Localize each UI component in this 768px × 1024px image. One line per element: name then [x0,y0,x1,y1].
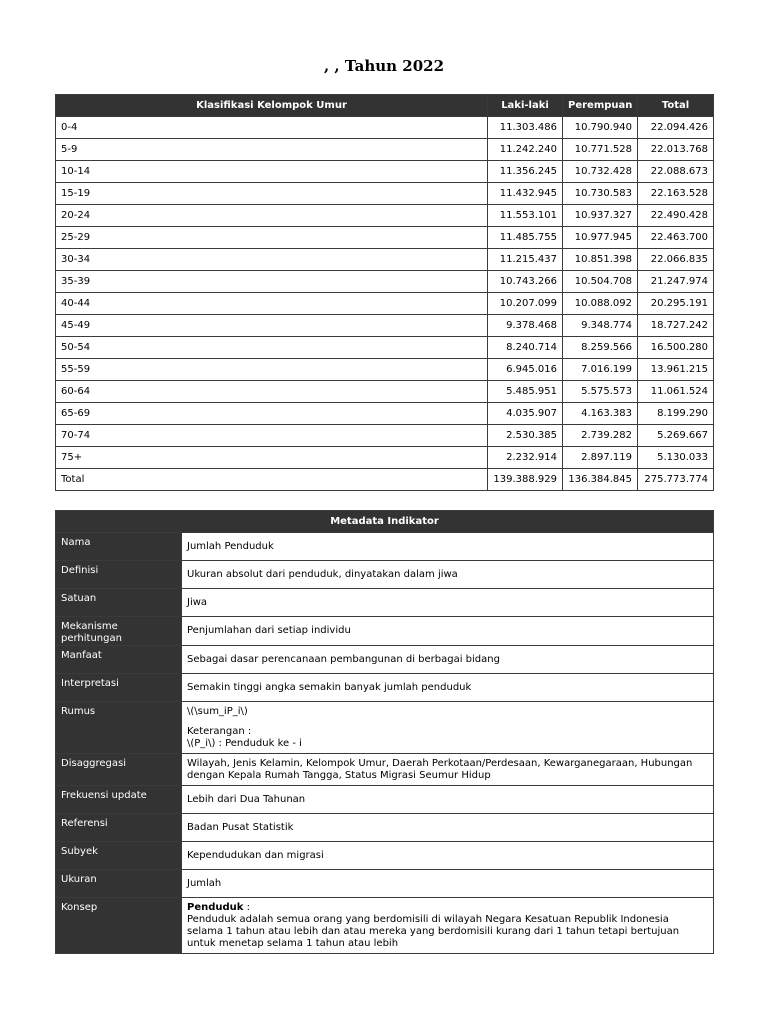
table-row [56,249,714,271]
metadata-value: Badan Pusat Statistik [182,814,714,842]
age-group-cell: 15-19 [56,183,488,205]
total-cell: 22.094.426 [638,117,714,139]
metadata-row-mekanisme [56,617,714,646]
metadata-value [182,898,714,954]
total-cell: 22.066.835 [638,249,714,271]
metadata-row-referensi [56,814,714,842]
total-cell: 21.247.974 [638,271,714,293]
female-cell: 4.163.383 [563,403,638,425]
metadata-label: Subyek [56,842,182,870]
header-total: Total [638,95,714,117]
table-row [56,271,714,293]
table-row [56,183,714,205]
female-cell: 10.504.708 [563,271,638,293]
metadata-label: Rumus [56,702,182,754]
table-row [56,425,714,447]
total-cell: 18.727.242 [638,315,714,337]
metadata-row-ukuran [56,870,714,898]
table-row [56,205,714,227]
table-row [56,315,714,337]
age-group-cell: 10-14 [56,161,488,183]
male-cell: 11.356.245 [488,161,563,183]
age-group-cell: 40-44 [56,293,488,315]
metadata-label: Konsep [56,898,182,954]
age-group-cell: Total [56,469,488,491]
metadata-heading: Metadata Indikator [56,511,714,533]
female-cell: 9.348.774 [563,315,638,337]
female-cell: 8.259.566 [563,337,638,359]
age-group-cell: 55-59 [56,359,488,381]
total-cell: 22.163.528 [638,183,714,205]
total-cell: 275.773.774 [638,469,714,491]
female-cell: 10.937.327 [563,205,638,227]
metadata-value: Ukuran absolut dari penduduk, dinyatakan dalam jiwa [182,561,714,589]
age-group-cell: 25-29 [56,227,488,249]
metadata-table [55,510,714,954]
total-cell: 22.490.428 [638,205,714,227]
metadata-label: Disaggregasi [56,754,182,786]
male-cell: 11.242.240 [488,139,563,161]
age-group-cell: 75+ [56,447,488,469]
total-cell: 5.269.667 [638,425,714,447]
age-group-cell: 50-54 [56,337,488,359]
konsep-text: Penduduk adalah semua orang yang berdomisili di wilayah Negara Kesatuan Republik Indonesia selama 1 tahun atau lebih dan atau mereka yang berdomisili kurang dari 1 tahun tetapi bertujuan untuk menetap selama 1 tahun atau lebih [187,914,680,949]
female-cell: 10.977.945 [563,227,638,249]
metadata-label: Nama [56,533,182,561]
male-cell: 11.553.101 [488,205,563,227]
age-group-cell: 5-9 [56,139,488,161]
metadata-value: Semakin tinggi angka semakin banyak jumlah penduduk [182,674,714,702]
metadata-row-subyek [56,842,714,870]
metadata-value: Kependudukan dan migrasi [182,842,714,870]
metadata-row-frekuensi [56,786,714,814]
metadata-value: Jumlah [182,870,714,898]
header-age-group: Klasifikasi Kelompok Umur [56,95,488,117]
formula-text: \(\sum_iP_i\) [187,706,248,717]
total-cell: 22.088.673 [638,161,714,183]
konsep-term-suffix: : [243,902,250,913]
male-cell: 9.378.468 [488,315,563,337]
metadata-label: Satuan [56,589,182,617]
metadata-label: Mekanisme perhitungan [56,617,182,646]
male-cell: 11.432.945 [488,183,563,205]
male-cell: 6.945.016 [488,359,563,381]
female-cell: 136.384.845 [563,469,638,491]
male-cell: 2.530.385 [488,425,563,447]
table-row [56,447,714,469]
female-cell: 10.732.428 [563,161,638,183]
table-row [56,161,714,183]
age-group-cell: 70-74 [56,425,488,447]
male-cell: 139.388.929 [488,469,563,491]
metadata-label: Ukuran [56,870,182,898]
metadata-row-nama [56,533,714,561]
female-cell: 10.771.528 [563,139,638,161]
female-cell: 10.088.092 [563,293,638,315]
male-cell: 11.303.486 [488,117,563,139]
male-cell: 5.485.951 [488,381,563,403]
total-cell: 22.463.700 [638,227,714,249]
table-row [56,139,714,161]
metadata-row-manfaat [56,646,714,674]
metadata-row-disaggregasi [56,754,714,786]
metadata-value: Jumlah Penduduk [182,533,714,561]
age-group-cell: 45-49 [56,315,488,337]
total-cell: 16.500.280 [638,337,714,359]
male-cell: 8.240.714 [488,337,563,359]
male-cell: 4.035.907 [488,403,563,425]
total-cell: 22.013.768 [638,139,714,161]
total-cell: 8.199.290 [638,403,714,425]
metadata-value [182,702,714,754]
female-cell: 5.575.573 [563,381,638,403]
metadata-value: Jiwa [182,589,714,617]
male-cell: 10.207.099 [488,293,563,315]
metadata-header-row [56,511,714,533]
age-group-cell: 65-69 [56,403,488,425]
metadata-row-satuan [56,589,714,617]
female-cell: 7.016.199 [563,359,638,381]
page-title: , , Tahun 2022 [323,57,445,75]
keterangan-value: \(P_i\) : Penduduk ke - i [187,738,302,749]
table-row [56,227,714,249]
total-cell: 11.061.524 [638,381,714,403]
total-cell: 13.961.215 [638,359,714,381]
table-row [56,469,714,491]
table-row [56,293,714,315]
metadata-row-definisi [56,561,714,589]
table-header-row [56,95,714,117]
table-row [56,337,714,359]
age-group-cell: 30-34 [56,249,488,271]
age-group-cell: 20-24 [56,205,488,227]
population-table [55,94,714,491]
female-cell: 10.851.398 [563,249,638,271]
metadata-value: Lebih dari Dua Tahunan [182,786,714,814]
metadata-row-konsep [56,898,714,954]
total-cell: 5.130.033 [638,447,714,469]
metadata-label: Definisi [56,561,182,589]
male-cell: 11.215.437 [488,249,563,271]
metadata-value: Sebagai dasar perencanaan pembangunan di berbagai bidang [182,646,714,674]
male-cell: 11.485.755 [488,227,563,249]
metadata-label: Referensi [56,814,182,842]
age-group-cell: 35-39 [56,271,488,293]
konsep-term: Penduduk [187,902,244,913]
metadata-label: Frekuensi update [56,786,182,814]
female-cell: 2.897.119 [563,447,638,469]
table-row [56,117,714,139]
metadata-row-interpretasi [56,674,714,702]
keterangan-label: Keterangan : [187,726,252,737]
table-row [56,359,714,381]
metadata-value: Penjumlahan dari setiap individu [182,617,714,646]
female-cell: 10.730.583 [563,183,638,205]
female-cell: 10.790.940 [563,117,638,139]
table-row [56,403,714,425]
header-female: Perempuan [563,95,638,117]
total-cell: 20.295.191 [638,293,714,315]
male-cell: 10.743.266 [488,271,563,293]
metadata-value: Wilayah, Jenis Kelamin, Kelompok Umur, Daerah Perkotaan/Perdesaan, Kewarganegaraan, Hubungan dengan Kepala Rumah Tangga, Status Migrasi Seumur Hidup [182,754,714,786]
female-cell: 2.739.282 [563,425,638,447]
age-group-cell: 60-64 [56,381,488,403]
metadata-label: Interpretasi [56,674,182,702]
header-male: Laki-laki [488,95,563,117]
table-row [56,381,714,403]
age-group-cell: 0-4 [56,117,488,139]
male-cell: 2.232.914 [488,447,563,469]
metadata-label: Manfaat [56,646,182,674]
metadata-row-rumus [56,702,714,754]
